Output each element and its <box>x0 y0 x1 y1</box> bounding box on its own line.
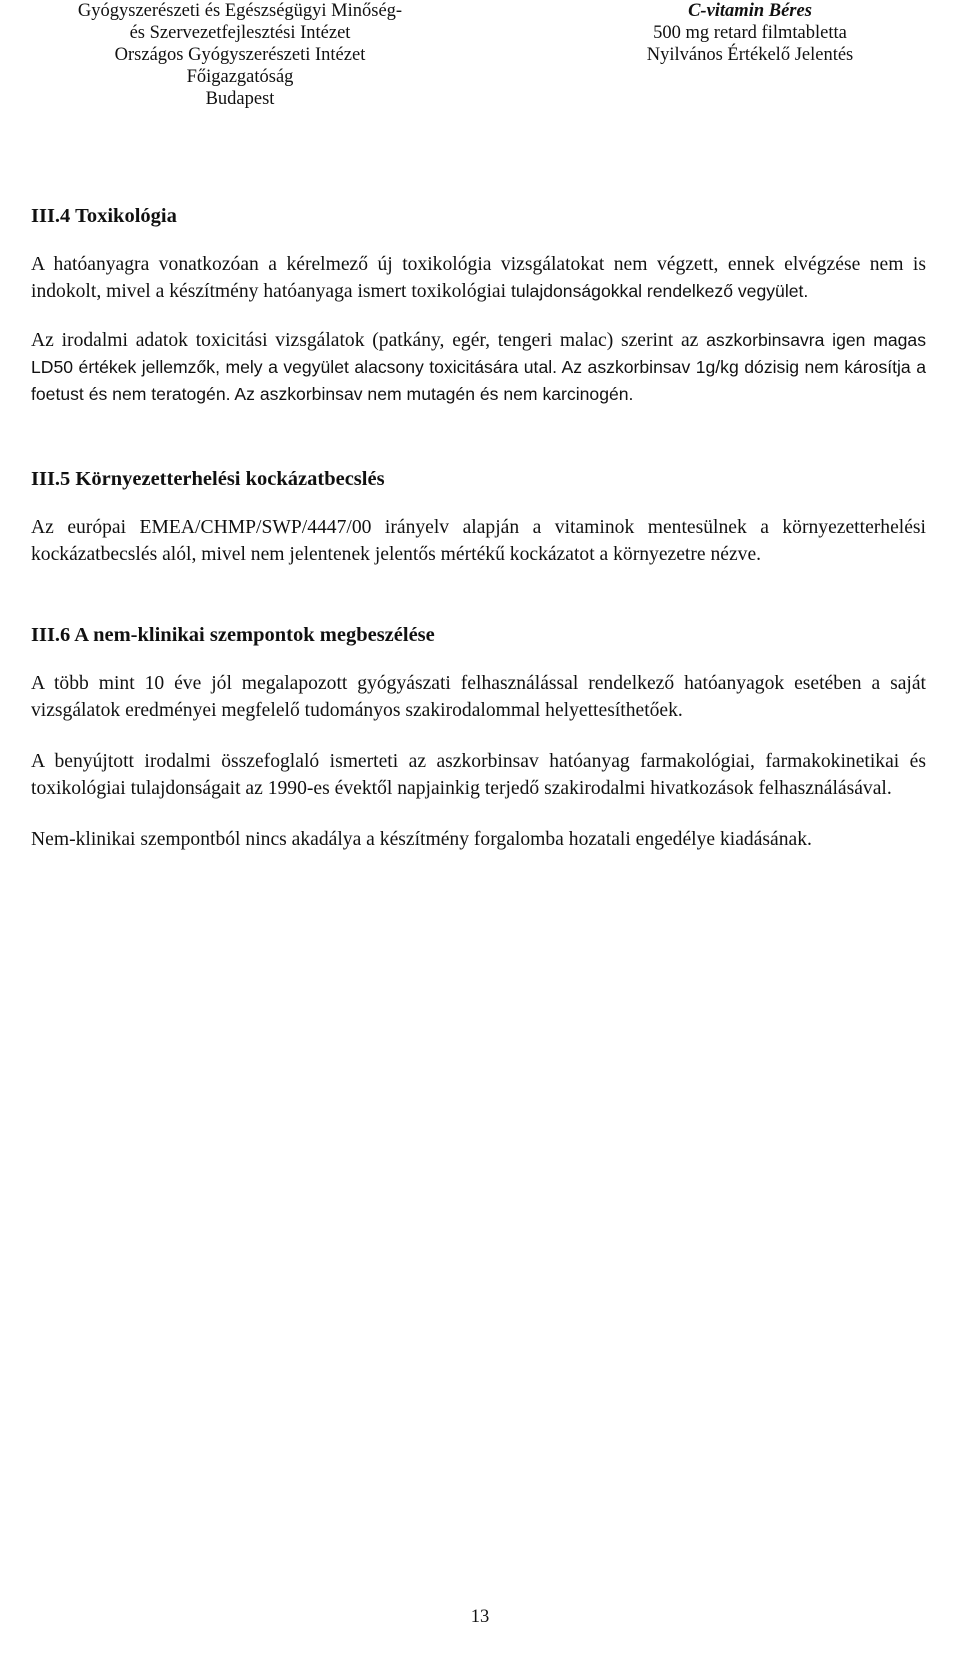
section-nonclinical-discussion <box>31 622 926 853</box>
section-heading: III.4 Toxikológia <box>31 205 177 227</box>
issuer-line: Országos Gyógyszerészeti Intézet <box>114 45 366 65</box>
page-number: 13 <box>470 1607 490 1627</box>
document-body <box>31 203 926 907</box>
paragraph-text: A hatóanyagra vonatkozóan a kérelmező új toxikológia vizsgálatokat nem végzett, ennek elvégzése nem is indokolt, mivel a készítmény hatóanyaga ismert toxikológiai <box>31 254 926 302</box>
issuer-block <box>0 0 480 110</box>
issuer-line: és Szervezetfejlesztési Intézet <box>129 23 351 43</box>
section-toxicology <box>31 203 926 408</box>
paragraph <box>31 251 926 305</box>
product-name: C-vitamin Béres <box>688 1 812 21</box>
paragraph-text: aszkorbinsavra igen magas LD50 értékek jellemzők, mely a vegyület alacsony toxicitására utal. Az aszkorbinsav 1g/kg dózisig nem károsítja a foetust és nem teratogén. Az aszkorbinsav nem mutagén és nem karcinogén. <box>31 330 926 404</box>
section-heading: III.5 Környezetterhelési kockázatbecslés <box>31 468 385 490</box>
paragraph-text: tulajdonságokkal rendelkező vegyület. <box>510 281 809 301</box>
paragraph <box>31 327 926 408</box>
section-environmental-risk <box>31 466 926 568</box>
product-block <box>620 0 880 66</box>
paragraph: A benyújtott irodalmi összefoglaló ismerteti az aszkorbinsav hatóanyag farmakológiai, farmakokinetikai és toxikológiai tulajdonságait az 1990-es évektől napjainkig terjedő szakirodalmi hivatkozások felhasználásával. <box>31 751 926 799</box>
issuer-line: Főigazgatóság <box>186 67 294 87</box>
report-type: Nyilvános Értékelő Jelentés <box>646 45 854 65</box>
paragraph-text: Az irodalmi adatok toxicitási vizsgálatok (patkány, egér, tengeri malac) szerint az <box>31 330 699 351</box>
issuer-line: Gyógyszerészeti és Egészségügyi Minőség- <box>77 1 403 21</box>
paragraph: Nem-klinikai szempontból nincs akadálya a készítmény forgalomba hozatali engedélye kiadásának. <box>31 829 812 850</box>
section-heading: III.6 A nem-klinikai szempontok megbeszélése <box>31 624 435 646</box>
product-form: 500 mg retard filmtabletta <box>653 23 847 43</box>
issuer-line: Budapest <box>205 89 275 109</box>
document-header <box>0 0 960 130</box>
paragraph: Az európai EMEA/CHMP/SWP/4447/00 irányelv alapján a vitaminok mentesülnek a környezetterhelési kockázatbecslés alól, mivel nem jelentenek jelentős mértékű kockázatot a környezetre nézve. <box>31 517 926 565</box>
paragraph: A több mint 10 éve jól megalapozott gyógyászati felhasználással rendelkező hatóanyagok esetében a saját vizsgálatok eredményei megfelelő tudományos szakirodalommal helyettesíthetőek. <box>31 673 926 721</box>
